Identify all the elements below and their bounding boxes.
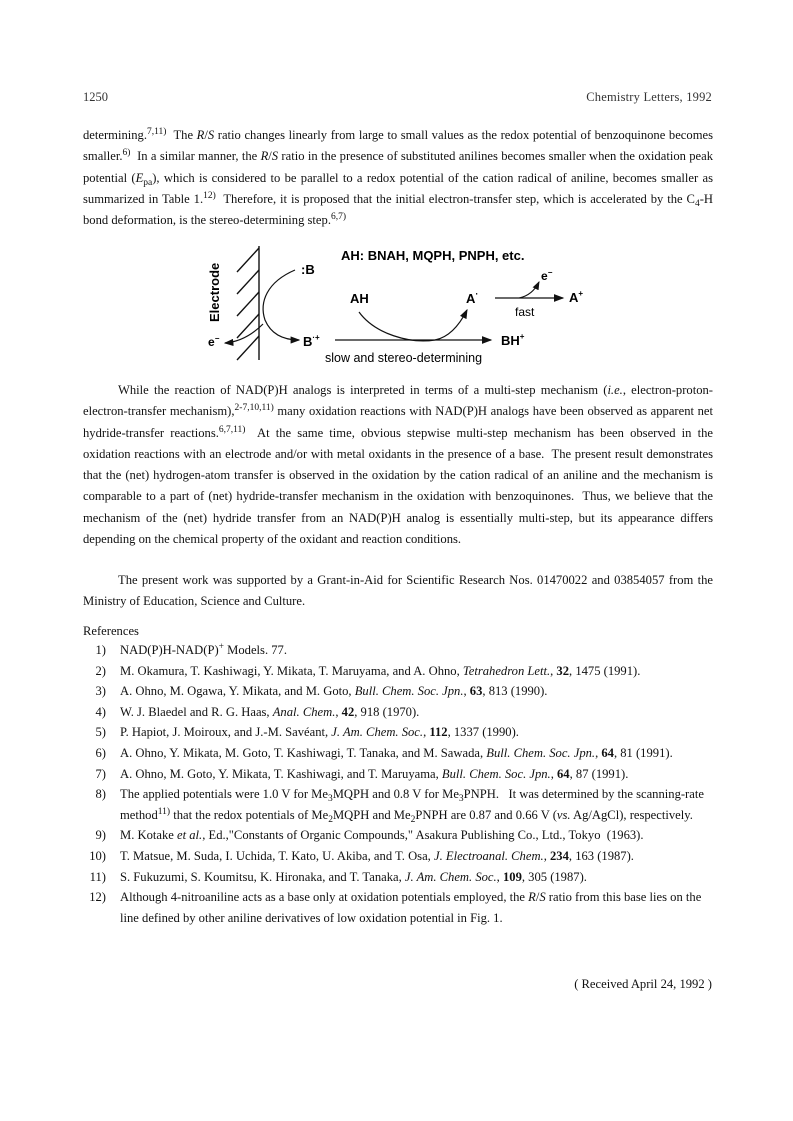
- scheme-title: AH: BNAH, MQPH, PNPH, etc.: [341, 248, 525, 263]
- electron-right-label: e−: [541, 268, 553, 283]
- paragraph-discussion: While the reaction of NAD(P)H analogs is interpreted in terms of a multi-step mechanism (i.e., electron-proton-electron-transfer mechanism),$^{2-7,10,11)}$ many oxidation reactions with NAD(P)H analogs have been observed as apparent net hydride-transfer reactions.$^{6,7,11)}$ At the same time, obvious stepwise multi-step mechanism has been observed in the oxidation reactions with an electrode and/or with metal oxidants in the presence of a base. The present result demonstrates that the (net) hydrogen-atom transfer is observed in the oxidation by the cation radical of an aniline and the mechanism is comparable to a part of (net) hydride-transfer mechanism in the oxidation with benzoquinones. Thus, we believe that the mechanism of the (net) hydride transfer from an NAD(P)H analog is essentially multi-step, but its appearance differs depending on the chemical property of the oxidant and reaction conditions.: [83, 383, 714, 547]
- paragraph-acknowledgement: The present work was supported by a Grant-in-Aid for Scientific Research Nos. 01470022 and 03854057 from the Ministry of Education, Science and Culture.: [83, 573, 713, 609]
- slow-step-label: slow and stereo-determining: [325, 351, 483, 365]
- electron-left-label: e−: [208, 334, 220, 349]
- references-title: References: [83, 624, 139, 638]
- base-label: :B: [301, 262, 315, 277]
- protonated-base-label: B·+: [303, 333, 320, 349]
- reference-item: 6) A. Ohno, Y. Mikata, M. Goto, T. Kashiwagi, T. Tanaka, and M. Sawada, Bull. Chem. Soc. Jpn., 64, 81 (1991).: [95, 745, 673, 760]
- electron-release-arrow: [519, 282, 539, 298]
- journal-running-head: Chemistry Letters, 1992: [586, 90, 712, 104]
- bh-plus-label: BH+: [501, 332, 525, 348]
- fast-label: fast: [515, 305, 535, 319]
- a-radical-curve: [359, 310, 467, 341]
- page-number: 1250: [83, 90, 108, 104]
- reference-item: 11) S. Fukuzumi, S. Koumitsu, K. Hironaka, and T. Tanaka, J. Am. Chem. Soc., 109, 305 (1987).: [89, 869, 587, 884]
- reaction-scheme: [195, 242, 595, 372]
- electrode-surface: [237, 246, 259, 360]
- reference-item: 8) The applied potentials were 1.0 V for $Me_3MQPH$ and 0.8 V for $Me_3PNPH$. It was determined by the scanning-rate method$^{11)}$ that the redox potentials of $Me_2MQPH$ and $Me_2PNPH$ are 0.87 and 0.66 V (vs. Ag/AgCl), respectively.: [95, 787, 704, 825]
- reference-item: 9) M. Kotake et al., Ed.,"Constants of Organic Compounds," Asakura Publishing Co., Ltd., Tokyo (1963).: [95, 828, 644, 843]
- electrode-label: Electrode: [207, 262, 222, 322]
- reference-item: 7) A. Ohno, M. Goto, Y. Mikata, T. Kashiwagi, and T. Maruyama, Bull. Chem. Soc. Jpn., 64, 87 (1991).: [95, 766, 629, 781]
- electron-transfer-arrow: [225, 324, 263, 343]
- reference-item: 2) M. Okamura, T. Kashiwagi, Y. Mikata, T. Maruyama, and A. Ohno, Tetrahedron Lett., 32, 1475 (1991).: [95, 663, 641, 678]
- reference-item: 5) P. Hapiot, J. Moiroux, and J.-M. Savéant, J. Am. Chem. Soc., 112, 1337 (1990).: [95, 725, 519, 740]
- reference-item: 10) T. Matsue, M. Suda, I. Uchida, T. Kato, U. Akiba, and T. Osa, J. Electroanal. Chem., 234, 163 (1987).: [89, 848, 634, 863]
- ah-label: AH: [350, 291, 369, 306]
- paragraph-mechanism: determining.$^{7,11)}$ The R/S ratio changes linearly from large to small values as the redox potential of benzoquinone becomes smaller.$^{6)}$ In a similar manner, the R/S ratio in the presence of substituted anilines becomes smaller when the oxidation peak potential $(E_{pa})$, which is considered to be parallel to a redox potential of the cation radical of aniline, becomes smaller as summarized in Table 1.$^{12)}$ Therefore, it is proposed that the initial electron-transfer step, which is accelerated by the $C_4-H$ bond deformation, is the stereo-determining step.$^{6,7)}$: [83, 127, 714, 228]
- a-plus-label: A+: [569, 289, 584, 305]
- a-radical-label: A·: [466, 289, 479, 306]
- received-date: ( Received April 24, 1992 ): [574, 977, 712, 991]
- reference-item: 3) A. Ohno, M. Ogawa, Y. Mikata, and M. Goto, Bull. Chem. Soc. Jpn., 63, 813 (1990).: [95, 684, 548, 699]
- reference-item: 4) W. J. Blaedel and R. G. Haas, Anal. Chem., 42, 918 (1970).: [95, 704, 420, 719]
- reference-item: 12) Although 4-nitroaniline acts as a base only at oxidation potentials employed, the R/S ratio from this base lies on the line defined by other aniline derivatives of low oxidation potential in Fig. 1.: [89, 890, 702, 925]
- reference-item: 1) NAD(P)H-NAD(P)+ Models. 77.: [95, 642, 287, 657]
- reference-list: [83, 640, 713, 928]
- base-approach-arc: [263, 270, 299, 340]
